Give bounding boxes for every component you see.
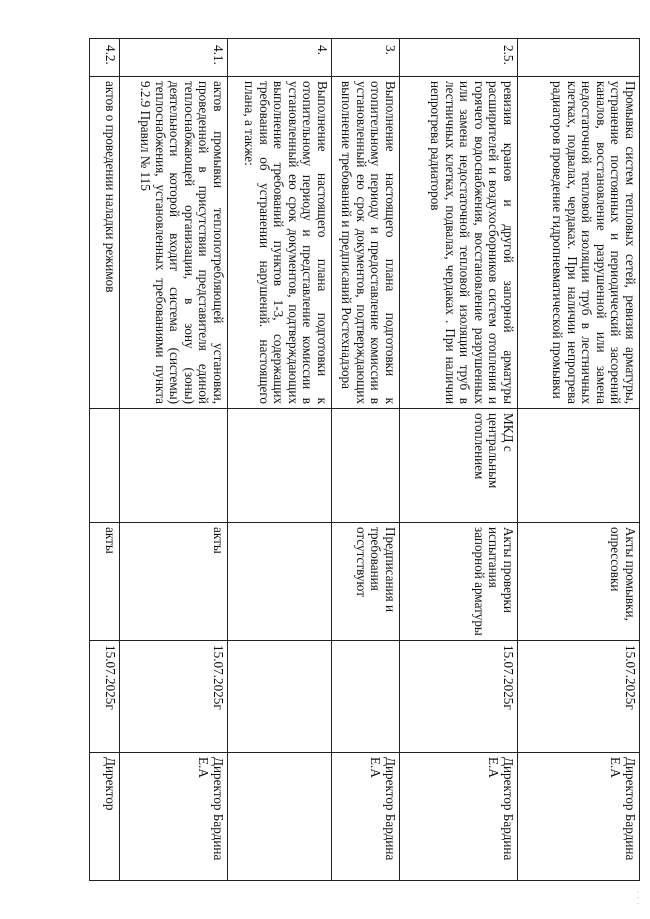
row-object xyxy=(228,409,332,523)
row-description: Промывка систем тепловых сетей, ревизия арматуры, устранение постоянных и периодический засорений каналов, восстановление разрушенной или замена недостаточной тепловой изоляции труб в лестничных клетках, подвалах, чердаках. При наличии непрогрева радиаторов проведение гидропневматической промывки xyxy=(518,77,640,409)
row-number: 4.1. xyxy=(120,39,228,77)
row-object: МКД с центральным отоплением xyxy=(400,409,518,523)
table-row xyxy=(400,39,518,881)
row-description: Выполнение настоящего плана подготовки к отопительному периоду и предоставление комиссии в установленный ею срок документов, подтверждающих выполнение требований и предписаний Ростехнадзора xyxy=(332,77,400,409)
row-document xyxy=(228,523,332,641)
row-responsible: Директор Бардина Е.А xyxy=(120,753,228,881)
row-object xyxy=(518,409,640,523)
row-date: 15.07.2025г xyxy=(400,641,518,753)
row-date: 15.07.2025г xyxy=(120,641,228,753)
row-object xyxy=(332,409,400,523)
work-plan-table xyxy=(89,38,640,881)
row-document: Предписания и требования отсутствуют xyxy=(332,523,400,641)
table-row xyxy=(332,39,400,881)
row-number: 2.5. xyxy=(400,39,518,77)
table-row xyxy=(90,39,120,881)
row-date: 15.07.2025г xyxy=(90,641,120,753)
row-description: Выполнение настоящего плана подготовки к отопительному периоду и представление комиссии в установленный ею срок документов, подтверждающих выполнение требований пунктов 1-3, содержащих требования об устранении нарушений. настоящего плана, а также: xyxy=(228,77,332,409)
row-responsible: Директор Бардина Е.А xyxy=(400,753,518,881)
row-number: 3. xyxy=(332,39,400,77)
row-responsible: Директор xyxy=(90,753,120,881)
row-object xyxy=(90,409,120,523)
row-number: 4.2. xyxy=(90,39,120,77)
row-number xyxy=(518,39,640,77)
row-document: акты xyxy=(120,523,228,641)
table-row xyxy=(228,39,332,881)
row-document: Акты промывки, опрессовки xyxy=(518,523,640,641)
scan-artifact: · · · xyxy=(632,890,642,905)
row-responsible xyxy=(228,753,332,881)
row-object xyxy=(120,409,228,523)
row-date xyxy=(332,641,400,753)
row-number: 4. xyxy=(228,39,332,77)
row-responsible: Директор Бардина Е.А xyxy=(332,753,400,881)
row-date xyxy=(228,641,332,753)
table-row xyxy=(120,39,228,881)
row-document: акты xyxy=(90,523,120,641)
row-date: 15.07.2025г xyxy=(518,641,640,753)
row-description: актов о проведении наладки режимов xyxy=(90,77,120,409)
row-responsible: Директор Бардина Е.А xyxy=(518,753,640,881)
table-row xyxy=(518,39,640,881)
row-description: ревизия кранов и другой запорной арматуры расширителей и воздухосборников систем отопления и горячего водоснабжения, восстановление разрушенных или замена недостаточной тепловой изоляции труб в лестничных клетках, подвалах, чердаках . При наличии непрогрева радиаторов xyxy=(400,77,518,409)
row-document: Акты проверки испытания запорной арматуры xyxy=(400,523,518,641)
row-description: актов промывки теплопотребляющей установки, проведенной в присутствии представителя единой теплоснабжающей организации, в зону (зоны) деятельности которой входит система (системы) теплоснабжения, установленных требованиями пункта 9.2.9 Правил № 115 xyxy=(120,77,228,409)
